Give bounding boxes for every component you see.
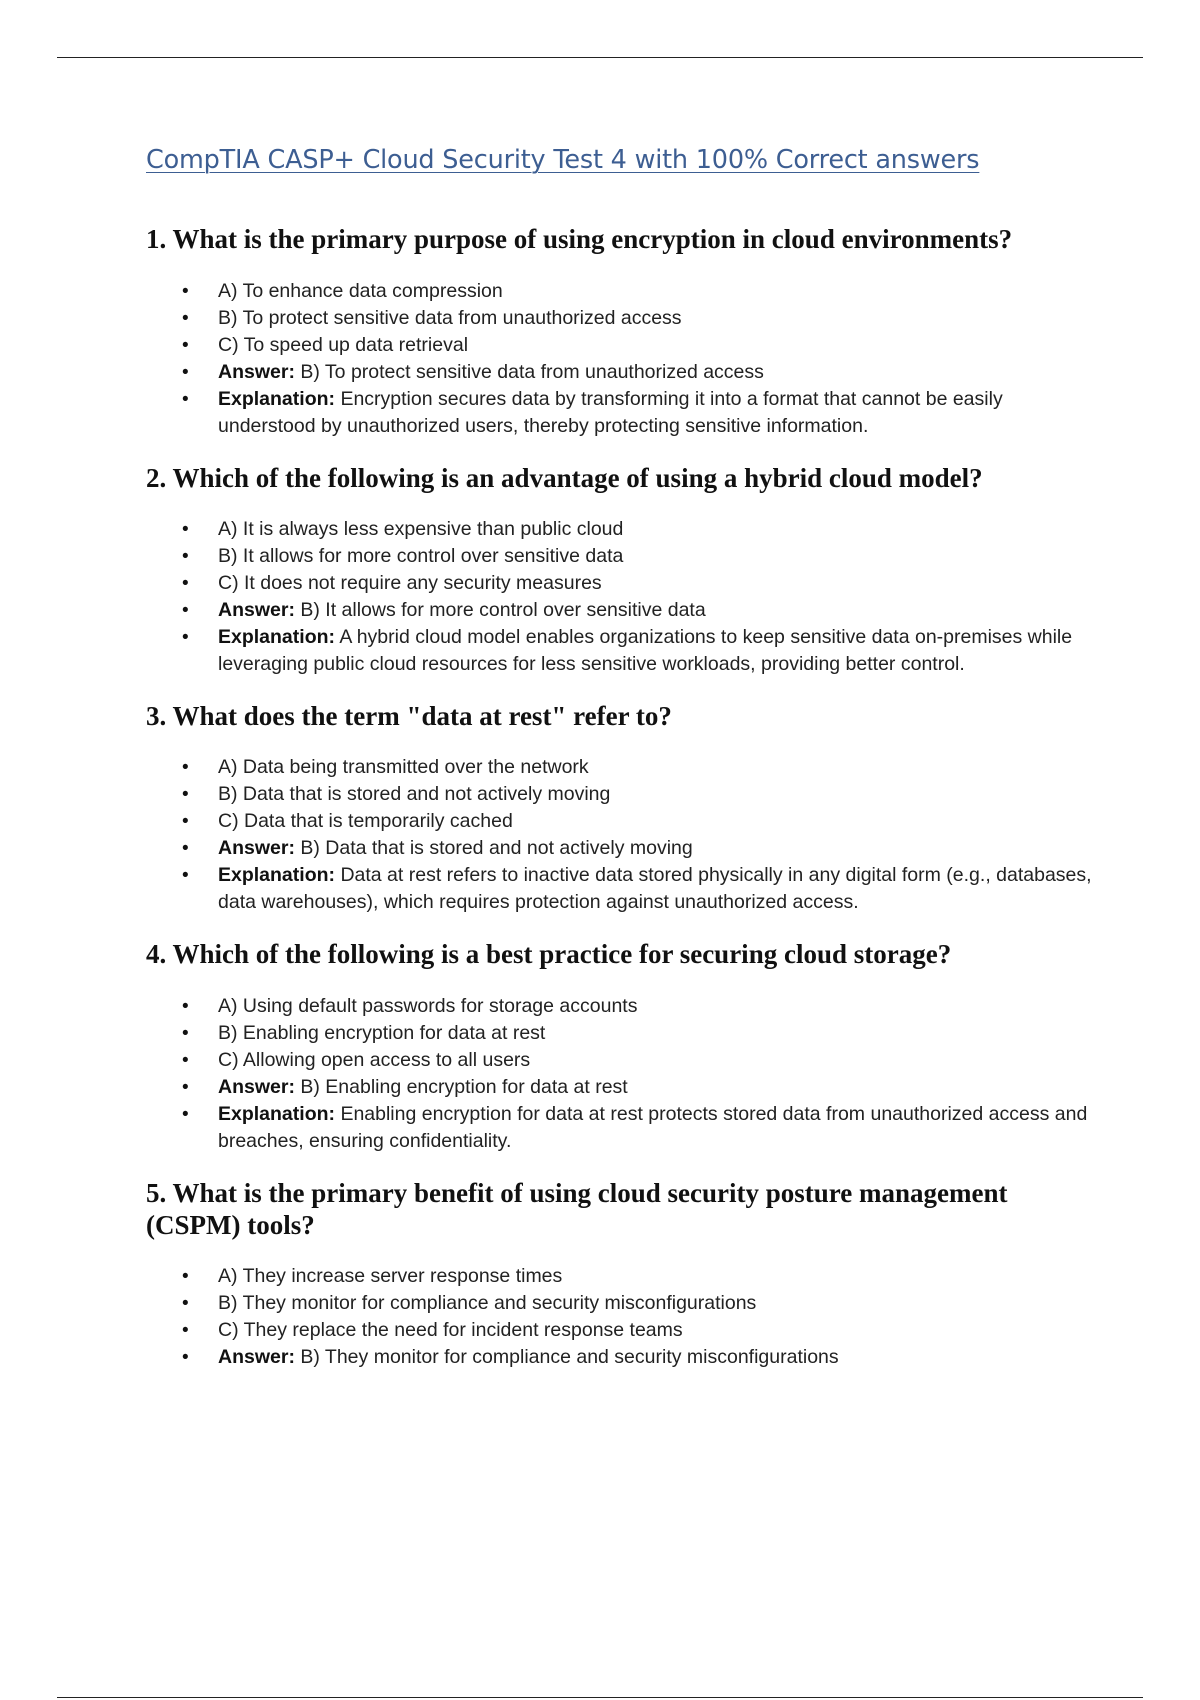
option-list — [146, 754, 1096, 916]
answer-text: B) To protect sensitive data from unauthorized access — [300, 360, 764, 383]
option-b: • B) They monitor for compliance and security misconfigurations — [146, 1290, 1096, 1317]
answer-item — [146, 1074, 1096, 1101]
option-a: • A) Data being transmitted over the network — [146, 754, 1096, 781]
explanation-item — [146, 1101, 1096, 1155]
answer-item — [146, 359, 1096, 386]
question-heading: 4. Which of the following is a best practice for securing cloud storage? — [146, 939, 952, 970]
explanation-label: Explanation: — [218, 387, 336, 410]
question-heading: 3. What does the term "data at rest" refer to? — [146, 700, 672, 731]
explanation-item — [146, 386, 1096, 440]
explanation-label: Explanation: — [218, 625, 336, 648]
answer-item — [146, 1344, 1096, 1371]
option-b: • B) Data that is stored and not actively moving — [146, 781, 1096, 808]
option-b: • B) To protect sensitive data from unauthorized access — [146, 305, 1096, 332]
option-a: • A) It is always less expensive than public cloud — [146, 516, 1096, 543]
option-c: • C) Allowing open access to all users — [146, 1047, 1096, 1074]
answer-label: Answer: — [218, 598, 295, 621]
question-5 — [146, 1177, 1096, 1372]
explanation-text: Data at rest refers to inactive data stored physically in any digital form (e.g., databases, data warehouses), which requires protection against unauthorized access. — [218, 864, 1092, 914]
question-1 — [146, 223, 1096, 439]
question-heading: 1. What is the primary purpose of using encryption in cloud environments? — [146, 224, 1013, 255]
option-list — [146, 993, 1096, 1155]
answer-text: B) Data that is stored and not actively moving — [300, 837, 693, 860]
option-c: • C) They replace the need for incident response teams — [146, 1317, 1096, 1344]
option-list — [146, 516, 1096, 678]
header-rule — [57, 57, 1143, 58]
option-list — [146, 278, 1096, 440]
option-a: • A) To enhance data compression — [146, 278, 1096, 305]
answer-item — [146, 597, 1096, 624]
document-title: CompTIA CASP+ Cloud Security Test 4 with 100% Correct answers — [146, 145, 980, 175]
explanation-text: A hybrid cloud model enables organizations to keep sensitive data on-premises while leveraging public cloud resources for less sensitive workloads, providing better control. — [218, 625, 1073, 675]
question-heading: 5. What is the primary benefit of using cloud security posture management (CSPM) tools? — [146, 1177, 1008, 1241]
footer-rule — [57, 1697, 1143, 1698]
answer-label: Answer: — [218, 360, 295, 383]
option-a: • A) Using default passwords for storage accounts — [146, 993, 1096, 1020]
answer-label: Answer: — [218, 1346, 295, 1369]
answer-text: B) They monitor for compliance and security misconfigurations — [300, 1346, 839, 1369]
explanation-label: Explanation: — [218, 1102, 336, 1125]
answer-label: Answer: — [218, 1075, 295, 1098]
option-a: • A) They increase server response times — [146, 1263, 1096, 1290]
explanation-item — [146, 862, 1096, 916]
option-b: • B) Enabling encryption for data at rest — [146, 1020, 1096, 1047]
explanation-text: Enabling encryption for data at rest protects stored data from unauthorized access and breaches, ensuring confidentiality. — [218, 1102, 1088, 1152]
option-list — [146, 1263, 1096, 1371]
question-heading: 2. Which of the following is an advantage of using a hybrid cloud model? — [146, 462, 983, 493]
explanation-item — [146, 624, 1096, 678]
answer-label: Answer: — [218, 837, 295, 860]
document-body — [146, 144, 1096, 1393]
explanation-label: Explanation: — [218, 864, 336, 887]
option-c: • C) Data that is temporarily cached — [146, 808, 1096, 835]
answer-item — [146, 835, 1096, 862]
answer-text: B) It allows for more control over sensitive data — [300, 598, 706, 621]
option-c: • C) To speed up data retrieval — [146, 332, 1096, 359]
explanation-text: Encryption secures data by transforming it into a format that cannot be easily understood by unauthorized users, thereby protecting sensitive information. — [218, 387, 1003, 437]
option-b: • B) It allows for more control over sensitive data — [146, 543, 1096, 570]
question-3 — [146, 700, 1096, 916]
answer-text: B) Enabling encryption for data at rest — [300, 1075, 628, 1098]
question-4 — [146, 938, 1096, 1154]
option-c: • C) It does not require any security measures — [146, 570, 1096, 597]
question-2 — [146, 462, 1096, 678]
